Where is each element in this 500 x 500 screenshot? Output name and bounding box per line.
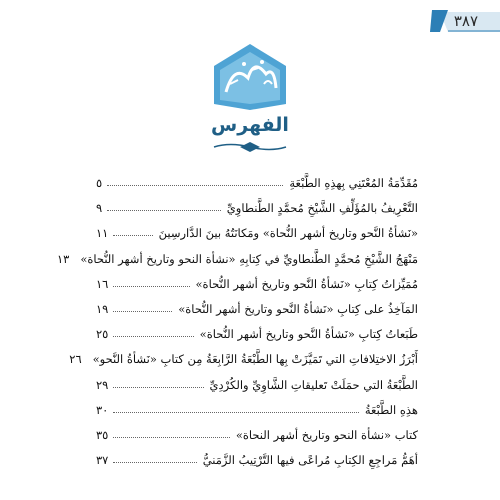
page-title: الفهرس: [211, 114, 289, 136]
toc-entry-page: ٥: [96, 176, 103, 190]
toc-entry[interactable]: [69, 352, 418, 377]
toc-entry-title: أَبْرَزُ الاختِلافاتِ التي تَمَيَّزَتْ بِها الطَّبْعَةُ الرَّابِعَةُ مِن كتابِ «نَشأةُ النَّحو»: [90, 352, 418, 366]
toc-entry[interactable]: [96, 226, 418, 251]
toc-entry[interactable]: [96, 327, 418, 352]
toc-entry-title: مُقَدِّمَةُ المُعْتَنِي بِهذِهِ الطَّبْعَةِ: [286, 176, 418, 190]
toc-entry-title: مُمَيِّزاتُ كِتابِ «نَشأةُ النَّحو وتاريخ أشهر النُّحاة»: [193, 277, 418, 291]
toc-entry[interactable]: [96, 176, 418, 201]
toc-entry-title: «نَشأةُ النَّحو وتاريخ أشهر النُّحاة» ومَكانَتُهُ بينَ الدَّارسِينَ: [156, 226, 418, 240]
toc-entry-page: ٢٩: [96, 377, 109, 392]
dotted-leader: [113, 378, 203, 388]
toc-entry-page: ١٩: [96, 301, 109, 316]
toc-entry-title: الطَّبْعَةُ التي حمَلَتْ تَعليقاتِ الشَّاوِيِّ والكُرْدِيِّ: [207, 378, 418, 392]
toc-entry-page: ٣٥: [96, 427, 109, 442]
toc-entry[interactable]: [96, 302, 418, 327]
table-of-contents: [56, 176, 418, 478]
dotted-leader: [113, 226, 152, 236]
dotted-leader: [113, 327, 193, 337]
toc-entry[interactable]: [96, 201, 418, 226]
toc-entry-title: أهَمُّ مَراجِعِ الكِتابِ مُراعًى فيها التَّرْتِيبُ الزَّمَنيُّ: [200, 453, 418, 467]
toc-entry[interactable]: [96, 453, 418, 478]
dotted-leader: [113, 302, 172, 312]
page-number: ٣٨٧: [453, 12, 478, 30]
toc-entry-page: ٣٠: [96, 402, 109, 417]
toc-entry-page: ١٣: [56, 251, 70, 266]
dotted-leader: [113, 403, 359, 413]
dotted-leader: [113, 428, 229, 438]
toc-entry[interactable]: [96, 428, 418, 453]
toc-entry-page: ٢٥: [96, 327, 109, 342]
ornament-divider-icon: [210, 140, 290, 154]
toc-entry[interactable]: [96, 277, 418, 302]
dotted-leader: [107, 201, 221, 211]
toc-entry-title: المَآخِذُ على كِتابِ «نَشأةُ النَّحو وتاريخ أشهر النُّحاة»: [175, 302, 418, 316]
toc-entry-title: كتاب «نشأة النحو وتاريخ أشهر النحاة»: [233, 428, 418, 442]
toc-entry-title: التَّعْرِيفُ بالمُؤَلِّفِ الشَّيْخِ مُحمَّدٍ الطَّنطاوِيِّ: [224, 201, 418, 215]
toc-entry-title: طَبَعاتُ كِتابِ «نَشأةُ النَّحو وتاريخ أشهر النُّحاة»: [197, 327, 418, 341]
page-number-badge: [430, 10, 500, 34]
calligraphy-emblem-icon: [204, 44, 296, 110]
toc-entry-page: ٩: [96, 201, 103, 216]
toc-entry[interactable]: [96, 403, 418, 428]
toc-entry-page: ١٦: [96, 276, 109, 291]
toc-entry-page: ١١: [96, 226, 109, 241]
dotted-leader: [107, 176, 283, 186]
toc-entry[interactable]: [96, 378, 418, 403]
dotted-leader: [113, 453, 196, 463]
toc-entry-title: هذِهِ الطَّبْعَةُ: [362, 403, 418, 417]
toc-entry-page: ٢٦: [69, 352, 82, 367]
dotted-leader: [113, 277, 189, 287]
toc-entry-page: ٣٧: [96, 453, 109, 468]
toc-entry-title: مَنْهَجُ الشَّيْخِ مُحمَّدٍ الطَّنطاويِّ في كِتابِهِ «نشأة النحو وتاريخ أشهر النُّحاة»: [77, 252, 418, 266]
toc-entry[interactable]: [56, 251, 418, 277]
